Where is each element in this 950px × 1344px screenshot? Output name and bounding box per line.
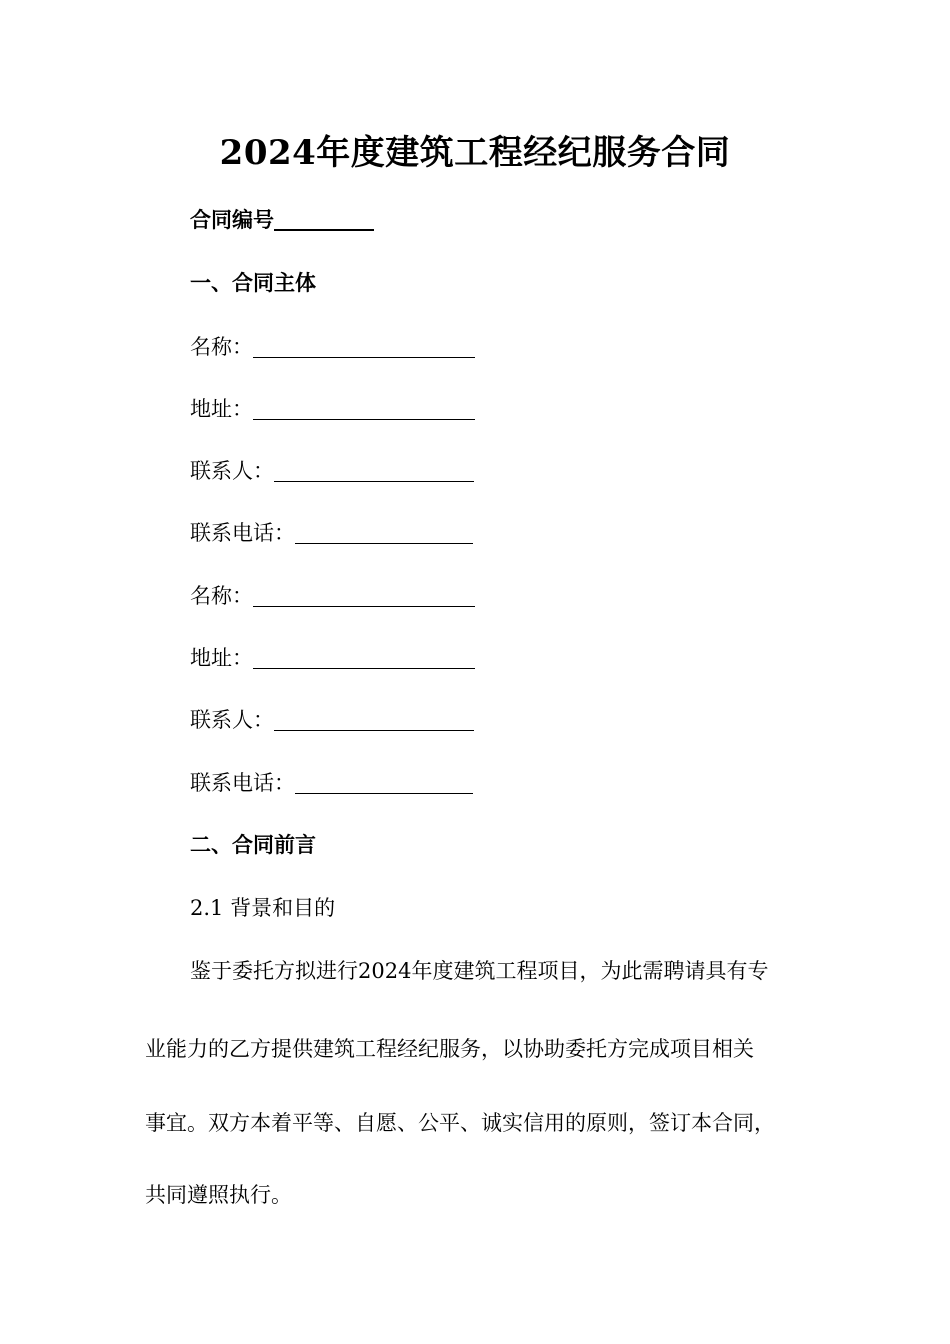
preamble-line: 事宜。双方本着平等、自愿、公平、诚实信用的原则，签订本合同，	[145, 1111, 775, 1135]
preamble-line: 共同遵照执行。	[145, 1183, 292, 1207]
document-title: 2024年度建筑工程经纪服务合同	[219, 133, 731, 173]
party-a-address-blank[interactable]	[253, 397, 475, 420]
party-b-name-label: 名称：	[190, 584, 253, 608]
party-b-contact-blank[interactable]	[274, 708, 474, 731]
party-a-name-row	[190, 332, 475, 362]
party-a-name-blank[interactable]	[253, 335, 475, 358]
section-2-heading: 二、合同前言	[190, 832, 316, 857]
party-a-address-label: 地址：	[190, 397, 253, 421]
party-a-contact-row	[190, 456, 474, 486]
party-b-name-row	[190, 581, 475, 611]
party-a-contact-blank[interactable]	[274, 459, 474, 482]
party-b-contact-label: 联系人：	[190, 708, 274, 732]
party-a-phone-label: 联系电话：	[190, 521, 295, 545]
preamble-line: 鉴于委托方拟进行2024年度建筑工程项目，为此需聘请具有专	[190, 959, 769, 983]
contract-number-blank[interactable]	[274, 207, 374, 231]
party-a-phone-blank[interactable]	[295, 521, 473, 544]
preamble-line: 业能力的乙方提供建筑工程经纪服务，以协助委托方完成项目相关	[145, 1037, 754, 1061]
party-a-name-label: 名称：	[190, 335, 253, 359]
party-a-address-row	[190, 394, 475, 424]
party-b-phone-row	[190, 768, 473, 798]
party-b-name-blank[interactable]	[253, 584, 475, 607]
subsection-2-1-heading: 2.1 背景和目的	[190, 896, 336, 920]
party-b-address-row	[190, 643, 475, 673]
party-b-contact-row	[190, 705, 474, 735]
party-b-address-label: 地址：	[190, 646, 253, 670]
contract-number-row	[190, 205, 374, 235]
contract-number-label: 合同编号	[190, 207, 274, 232]
party-b-phone-label: 联系电话：	[190, 771, 295, 795]
party-b-phone-blank[interactable]	[295, 771, 473, 794]
party-b-address-blank[interactable]	[253, 646, 475, 669]
party-a-contact-label: 联系人：	[190, 459, 274, 483]
section-1-heading: 一、合同主体	[190, 270, 316, 295]
party-a-phone-row	[190, 518, 473, 548]
